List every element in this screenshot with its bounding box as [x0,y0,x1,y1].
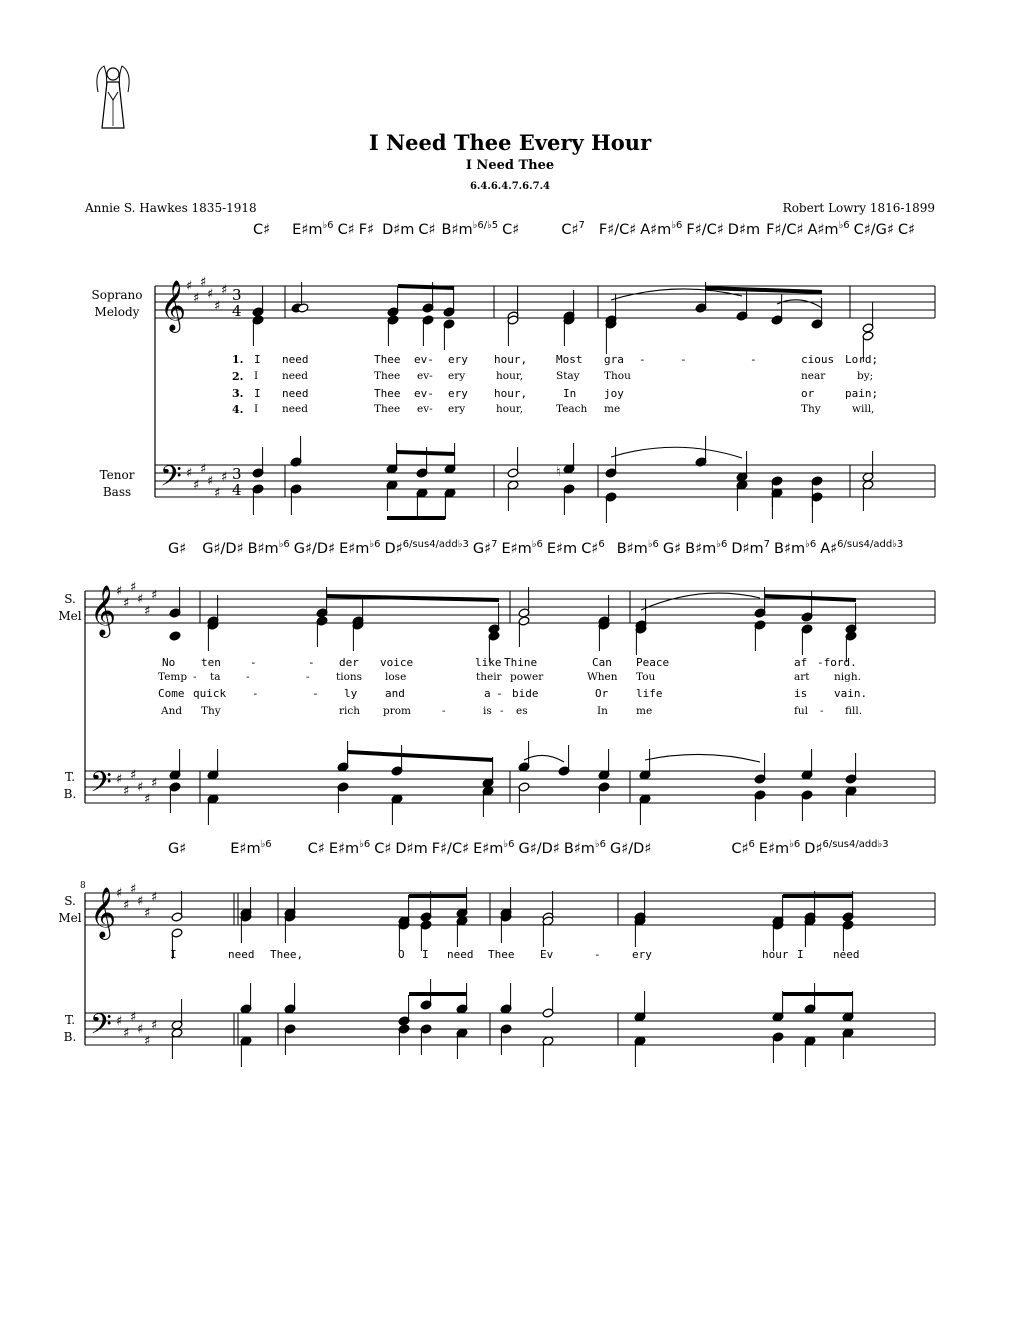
chord-symbol: $D♯m^7$ [731,539,771,557]
sharp-sign: ♯ [186,466,193,481]
lyric-syllable: Thine [504,656,538,669]
lyric-syllable: Can [592,656,612,669]
sharp-sign: ♯ [144,906,151,921]
treble-clef: 𝄞 [90,887,117,938]
chord-symbol: C♯ [502,221,520,238]
chord-symbol: G♯ [662,540,682,557]
sharp-sign: ♯ [137,1022,144,1037]
lyric-syllable: need [833,948,860,961]
song-title: I Need Thee Every Hour [368,130,652,155]
chord-symbol: G♯ [168,540,187,557]
lyric-syllable: hour [762,948,789,961]
sharp-sign: ♯ [144,1034,151,1049]
lyric-syllable: Peace [636,656,670,669]
lyric-syllable: ful [794,705,809,717]
lyric-syllable: ery [448,370,466,382]
sharp-sign: ♯ [214,299,221,314]
lyric-syllable: me [636,705,653,717]
lyric-syllable: Thee [374,353,401,366]
lyric-syllable: In [563,387,577,400]
lyric-syllable: af [794,656,808,669]
time-sig-top: 3 [232,286,242,304]
chord-symbol: A♯$^{6/sus4/add♭3}$ [820,539,904,557]
beam [398,286,454,288]
measure-number: 8 [80,881,86,891]
lyric-syllable: quick [193,687,227,700]
chord-symbol: C♯$^7$ [561,220,585,238]
chord-symbol: F♯ [358,221,375,238]
lyric-syllable: joy [604,387,624,400]
chord-symbol: G♯/D♯ [202,540,244,557]
sharp-sign: ♯ [130,768,137,783]
chord-symbol: $B♯m^{♭6}$ [685,539,728,557]
lyric-syllable: der [339,656,359,669]
lyric-syllable: In [597,705,608,717]
lyric-syllable: - [750,353,757,366]
chord-symbol: $E♯m^{♭6}$ [230,839,272,857]
chord-symbol: D♯m [727,221,761,238]
chord-symbol: C♯/G♯ [853,221,894,238]
lyric-syllable: Teach [556,403,588,415]
lyric-syllable: voice [380,656,414,669]
chord-symbol: $E♯m^{♭6}$ [292,220,334,238]
lyric-syllable: - [246,671,250,683]
lyric-syllable: es [516,705,528,717]
chord-symbol: $B♯m^{♭6/♭5}$ [441,220,499,238]
chord-symbol: E♯m [546,540,578,557]
chord-symbol: C♯$^6$ [581,539,605,557]
lyric-syllable: Thy [201,705,221,717]
lyric-syllable: is [483,705,492,717]
sharp-sign: ♯ [130,882,137,897]
lyric-syllable: hour, [494,353,528,366]
time-sig-bottom: 4 [232,302,242,320]
lyric-syllable: ev- [417,370,433,382]
time-sig-bottom: 4 [232,481,242,499]
slur [777,300,822,308]
lyric-syllable: - [250,656,257,669]
mel-short-label: Mel [58,609,82,623]
chord-symbol: G♯$^7$ [472,539,498,557]
sharp-sign: ♯ [116,886,123,901]
lyric-syllable: will, [852,403,875,415]
slur [611,447,742,458]
chord-symbol: G♯/D♯ [293,540,336,557]
beam [397,452,455,454]
lyric-syllable: need [282,353,309,366]
slur [645,754,760,762]
sharp-sign: ♯ [221,470,228,485]
chord-symbol: D♯m [395,840,428,857]
verse-number: 2. [232,370,244,383]
notehead [169,631,181,641]
lyric-syllable: is [794,687,808,700]
sharp-sign: ♯ [151,1018,158,1033]
chord-symbol: $E♯m^{♭6}$ [758,839,801,857]
sharp-sign: ♯ [200,462,207,477]
t-short-label: T. [64,1013,76,1027]
chord-symbol: $E♯m^{♭6}$ [328,839,371,857]
lyric-syllable: Thou [604,370,631,382]
lyric-syllable: and [385,687,405,700]
lyric-syllable: Thee [374,403,401,415]
sharp-sign: ♯ [193,291,200,306]
lyric-syllable: Thee [374,387,401,400]
bass-clef: 𝄢 [160,460,182,500]
chord-symbol: D♯$^{6/sus4/add♭3}$ [804,839,889,857]
sharp-sign: ♯ [123,784,130,799]
lyric-syllable: Lord; [845,353,879,366]
chord-symbol: C♯ [418,221,436,238]
sharp-sign: ♯ [130,580,137,595]
sharp-sign: ♯ [137,780,144,795]
lyric-syllable: ery [448,353,468,366]
lyric-syllable: I [797,948,804,961]
lyric-syllable: ery [448,403,466,415]
lyric-syllable: -ford. [817,656,857,669]
time-sig-top: 3 [232,465,242,483]
sharp-sign: ♯ [123,1026,130,1041]
composer-credit: Robert Lowry 1816-1899 [782,201,935,215]
slur [641,593,760,610]
lyric-syllable: - [193,671,197,683]
s-short-label: S. [64,894,76,908]
lyric-syllable: Come [158,687,185,700]
lyric-syllable: - [312,687,319,700]
lyric-syllable: power [510,671,544,683]
lyric-syllable: - [252,687,259,700]
chord-symbol: $A♯m^{♭6}$ [807,220,850,238]
verse-number: 3. [232,387,244,400]
chord-symbol: C♯ [897,221,916,238]
lyric-syllable: vain. [834,687,868,700]
sharp-sign: ♯ [144,792,151,807]
lyric-syllable: - [308,656,315,669]
lyric-syllable: - [639,353,646,366]
chord-symbol: $B♯m^{♭6}$ [563,839,607,857]
lyric-syllable: Tou [636,671,656,683]
chord-symbol: F♯/C♯ [431,840,470,857]
sharp-sign: ♯ [207,474,214,489]
lyric-syllable: near [801,370,826,382]
lyric-syllable: - [820,705,824,717]
lyric-syllable: - [442,705,446,717]
lyric-syllable: - [306,671,310,683]
sharp-sign: ♯ [214,486,221,501]
lyric-syllable: nigh. [834,671,861,683]
beam [706,288,822,292]
sharp-sign: ♯ [186,279,193,294]
lyric-syllable: Thee [488,948,515,961]
lyric-syllable: When [587,671,618,683]
sharp-sign: ♯ [151,776,158,791]
sharp-sign: ♯ [130,1010,137,1025]
treble-clef: 𝄞 [90,585,117,636]
sharp-sign: ♯ [137,592,144,607]
lyric-syllable: ery [448,387,468,400]
lyric-syllable: Ev [540,948,554,961]
lyric-syllable: Or [595,687,609,700]
lyric-syllable: need [282,370,308,382]
lyric-syllable: life [636,687,663,700]
verse-number: 4. [232,403,244,416]
lyric-syllable: cious [801,353,835,366]
lyric-syllable: Most [556,353,583,366]
lyric-syllable: like [475,656,502,669]
t-short-label: T. [64,770,76,784]
lyric-syllable: Thee, [270,948,304,961]
chord-symbol: F♯/C♯ [598,221,637,238]
bass-label: Bass [102,485,132,499]
lyric-syllable: me [604,403,621,415]
sharp-sign: ♯ [151,588,158,603]
lyric-syllable: hour, [496,403,524,415]
chord-symbol: $E♯m^{♭6}$ [501,539,543,557]
chord-symbol: $E♯m^{♭6}$ [339,539,381,557]
tenor-label: Tenor [99,468,135,482]
sharp-sign: ♯ [123,898,130,913]
chord-symbol: C♯$^6$ [731,839,755,857]
lyric-syllable: ta [210,671,221,683]
lyric-syllable: rich [339,705,361,717]
chord-symbol: G♯/D♯ [610,840,652,857]
lyric-syllable: I [254,403,259,415]
chord-symbol: C♯ [374,840,392,857]
chord-symbol: C♯ [307,840,325,857]
lyric-syllable: their [476,671,502,683]
lyric-syllable: I [254,353,261,366]
lyric-syllable: art [794,671,810,683]
lyric-syllable: need [447,948,474,961]
poet-credit: Annie S. Hawkes 1835-1918 [85,201,257,215]
lyric-syllable: ten [201,656,221,669]
s-short-label: S. [64,592,76,606]
lyric-syllable: by; [857,370,874,382]
lyric-syllable: And [161,705,183,717]
lyric-syllable: bide [512,687,539,700]
lyric-syllable: Thee [374,370,401,382]
b-short-label: B. [63,787,77,801]
chord-symbol: $E♯m^{♭6}$ [473,839,515,857]
chord-symbol: G♯/D♯ [518,840,560,857]
sharp-sign: ♯ [193,478,200,493]
chord-symbol: C♯ [253,221,271,238]
bass-clef: 𝄢 [90,766,112,806]
verse-number: 1. [232,353,244,366]
lyric-syllable: hour, [494,387,528,400]
melody-label: Melody [94,305,140,319]
meter-pattern: 6.4.6.4.7.6.7.4 [469,181,551,192]
mel-short-label: Mel [58,911,82,925]
lyric-syllable: - [500,705,504,717]
lyric-syllable: ev- [417,403,433,415]
chord-symbol: G♯ [168,840,187,857]
chord-symbol: D♯m [382,221,415,238]
lyric-syllable: prom [383,705,412,717]
lyric-syllable: need [282,403,308,415]
sharp-sign: ♯ [151,890,158,905]
lyric-syllable: lose [385,671,407,683]
soprano-label: Soprano [91,288,143,302]
lyric-syllable: Thy [801,403,821,415]
lyric-syllable: - [496,687,503,700]
chord-symbol: $B♯m^{♭6}$ [247,539,290,557]
lyric-syllable: ly [344,687,358,700]
chord-symbol: $B♯m^{♭6}$ [616,539,659,557]
chord-symbol: C♯ [337,221,355,238]
lyric-syllable: O [398,948,405,961]
chord-symbol: D♯$^{6/sus4/add♭3}$ [384,539,469,557]
lyric-syllable: Temp [158,671,188,683]
lyric-syllable: gra [604,353,624,366]
lyric-syllable: - [680,353,687,366]
lyric-syllable: a [484,687,491,700]
chord-symbol: $B♯m^{♭6}$ [774,539,817,557]
beam [348,752,493,760]
chord-symbol: $A♯m^{♭6}$ [640,220,683,238]
treble-clef: 𝄞 [160,280,187,331]
chord-symbol: F♯/C♯ [686,221,724,238]
song-subtitle: I Need Thee [465,158,555,173]
lyric-syllable: ev- [414,353,434,366]
lyric-syllable: tions [336,671,363,683]
lyric-syllable: I [254,370,259,382]
lyric-syllable: No [162,656,176,669]
slur [524,755,564,762]
sharp-sign: ♯ [200,275,207,290]
bass-clef: 𝄢 [90,1008,112,1048]
lyric-syllable: I [170,948,177,961]
lyric-syllable: need [282,387,309,400]
sharp-sign: ♯ [116,772,123,787]
lyric-syllable: I [422,948,429,961]
lyric-syllable: - [594,948,601,961]
sharp-sign: ♯ [207,287,214,302]
sharp-sign: ♯ [221,283,228,298]
sharp-sign: ♯ [116,1014,123,1029]
natural-sign: ♮ [556,465,561,480]
lyric-syllable: pain; [845,387,879,400]
sharp-sign: ♯ [144,604,151,619]
lyric-syllable: hour, [496,370,524,382]
lyric-syllable: I [254,387,261,400]
lyric-syllable: ev- [414,387,434,400]
sharp-sign: ♯ [123,596,130,611]
chord-symbol: F♯/C♯ [766,221,804,238]
lyric-syllable: or [801,387,815,400]
lyric-syllable: ery [632,948,652,961]
sharp-sign: ♯ [116,584,123,599]
sharp-sign: ♯ [137,894,144,909]
b-short-label: B. [63,1030,77,1044]
lyric-syllable: Stay [556,370,580,382]
lyric-syllable: need [228,948,255,961]
lyric-syllable: fill. [845,705,863,717]
